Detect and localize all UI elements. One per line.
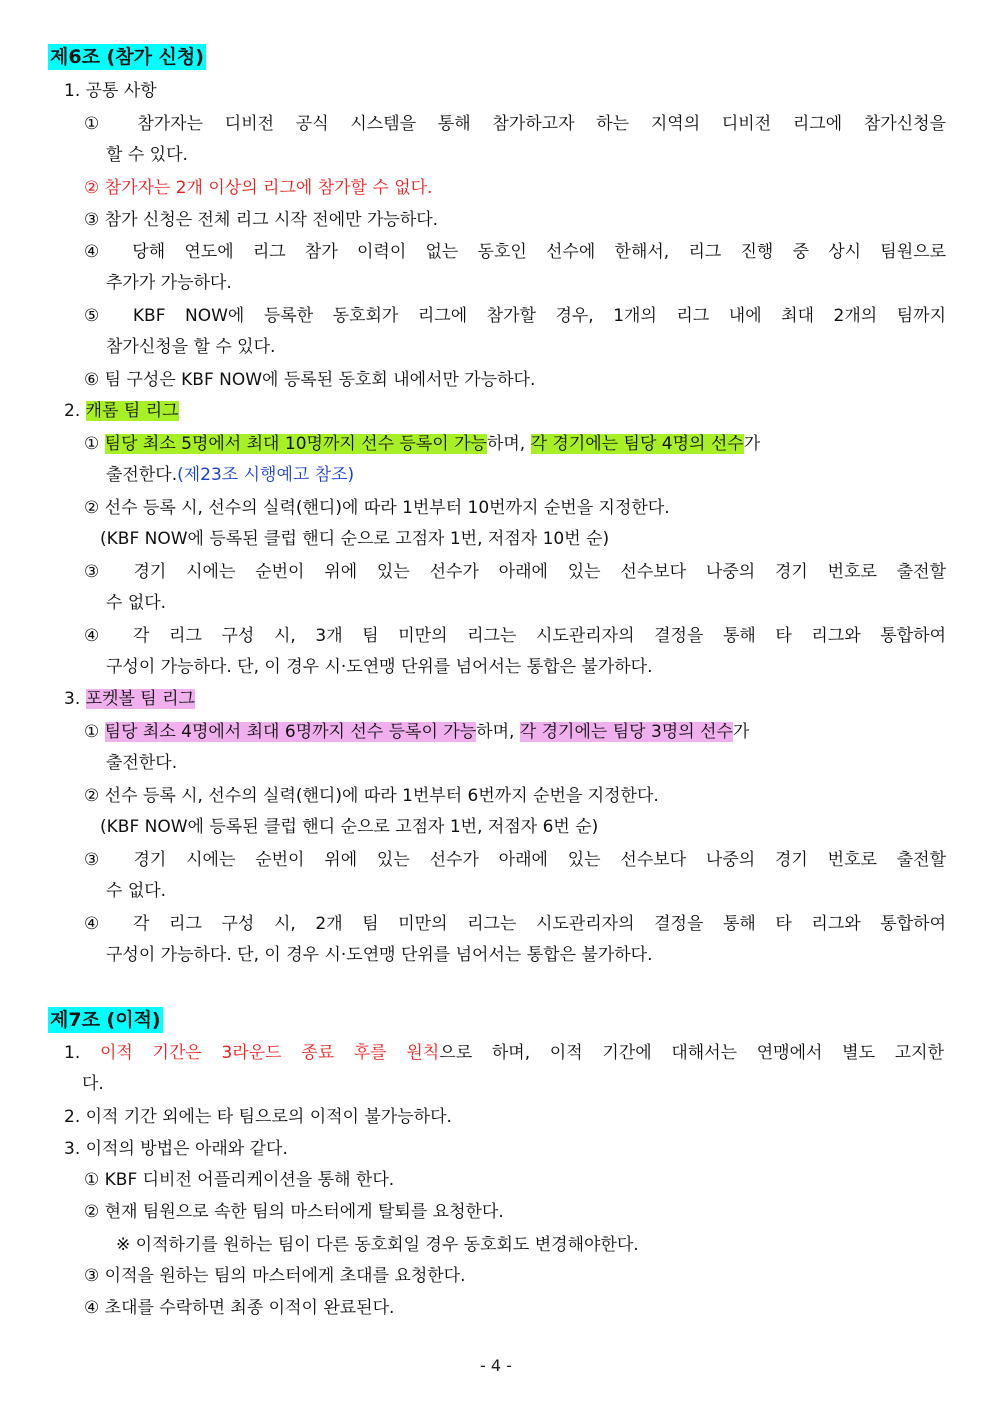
clause-2-4-line-1: ④ 각 리그 구성 시, 3개 팀 미만의 리그는 시도관리자의 결정을 통해 타 리그와 통합하여 (84, 626, 946, 646)
highlight-players-per-match: 각 경기에는 팀당 3명의 선수 (519, 722, 733, 742)
clause-1-5-line-2: 참가신청을 할 수 있다. (106, 337, 276, 357)
clause-3-1-line-2: 출전한다. (106, 753, 178, 773)
highlight-roster-size: 팀당 최소 5명에서 최대 10명까지 선수 등록이 가능 (104, 434, 487, 454)
clause-2-3-line-2: 수 없다. (106, 593, 167, 613)
transfer-step-4: ④ 초대를 수락하면 최종 이적이 완료된다. (84, 1298, 395, 1318)
transfer-period-rest: 으로 하며, 이적 기간에 대해서는 연맹에서 별도 고지한 (439, 1043, 944, 1063)
clause-2-1-line-1 (84, 428, 946, 460)
section-1-label: 1. 공통 사항 (64, 81, 157, 101)
section-2-label (64, 398, 179, 424)
clause-number: ① (84, 434, 100, 454)
clause-2-1-line-2 (106, 462, 354, 488)
clause-3-4-line-1: ④ 각 리그 구성 시, 2개 팀 미만의 리그는 시도관리자의 결정을 통해 타 리그와 통합하여 (84, 914, 946, 934)
highlight-roster-size: 팀당 최소 4명에서 최대 6명까지 선수 등록이 가능 (104, 722, 477, 742)
section-2-title: 캐롬 팀 리그 (85, 401, 179, 421)
transfer-step-1: ① KBF 디비전 어플리케이션을 통해 한다. (84, 1170, 395, 1190)
transfer-step-2-note: ※ 이적하기를 원하는 팀이 다른 동호회일 경우 동호회도 변경해야한다. (116, 1235, 639, 1255)
section-3-title: 포켓볼 팀 리그 (85, 689, 195, 709)
tail-text: 가 (743, 434, 761, 454)
section-3-label (64, 686, 195, 712)
tail-text: 가 (732, 722, 750, 742)
transfer-step-2: ② 현재 팀원으로 속한 팀의 마스터에게 탈퇴를 요청한다. (84, 1202, 504, 1222)
clause-3-2: ② 선수 등록 시, 선수의 실력(핸디)에 따라 1번부터 6번까지 순번을 지정한다. (84, 786, 659, 806)
clause-number: ① (84, 722, 100, 742)
transfer-clause-1-line-1 (64, 1040, 944, 1066)
clause-1-6: ⑥ 팀 구성은 KBF NOW에 등록된 동호회 내에서만 가능하다. (84, 370, 536, 390)
clause-1-4-line-2: 추가가 가능하다. (106, 273, 232, 293)
clause-2-3-line-1: ③ 경기 시에는 순번이 위에 있는 선수가 아래에 있는 선수보다 나중의 경기 번호로 출전할 (84, 562, 946, 582)
clause-number: 1. (64, 1043, 81, 1063)
line-text: 출전한다. (106, 465, 178, 485)
transfer-clause-2: 2. 이적 기간 외에는 타 팀으로의 이적이 불가능하다. (64, 1107, 452, 1127)
reference-note: (제23조 시행예고 참조) (177, 465, 355, 485)
section-2-number: 2. (64, 401, 81, 421)
clause-1-2: ② 참가자는 2개 이상의 리그에 참가할 수 없다. (84, 178, 433, 198)
transfer-clause-1-line-2: 다. (82, 1074, 104, 1094)
clause-3-4-line-2: 구성이 가능하다. 단, 이 경우 시·도연맹 단위를 넘어서는 통합은 불가하다. (106, 945, 653, 965)
clause-1-4-line-1: ④ 당해 연도에 리그 참가 이력이 없는 동호인 선수에 한해서, 리그 진행 중 상시 팀원으로 (84, 242, 946, 262)
page-number: - 4 - (480, 1356, 512, 1375)
clause-2-4-line-2: 구성이 가능하다. 단, 이 경우 시·도연맹 단위를 넘어서는 통합은 불가하다. (106, 657, 653, 677)
transfer-step-3: ③ 이적을 원하는 팀의 마스터에게 초대를 요청한다. (84, 1266, 466, 1286)
clause-3-1-line-1 (84, 716, 946, 748)
transfer-clause-3: 3. 이적의 방법은 아래와 같다. (64, 1139, 288, 1159)
clause-2-2: ② 선수 등록 시, 선수의 실력(핸디)에 따라 1번부터 10번까지 순번을 지정한다. (84, 498, 670, 518)
clause-3-2-note: (KBF NOW에 등록된 클럽 핸디 순으로 고점자 1번, 저점자 6번 순) (100, 817, 599, 837)
article-7-heading: 제7조 (이적) (50, 1009, 161, 1031)
section-3-number: 3. (64, 689, 81, 709)
clause-3-3-line-1: ③ 경기 시에는 순번이 위에 있는 선수가 아래에 있는 선수보다 나중의 경기 번호로 출전할 (84, 850, 946, 870)
clause-1-1-line-2: 할 수 있다. (106, 145, 188, 165)
article-6-heading: 제6조 (참가 신청) (50, 46, 204, 68)
highlight-players-per-match: 각 경기에는 팀당 4명의 선수 (530, 434, 744, 454)
transfer-period-rule: 이적 기간은 3라운드 종료 후를 원칙 (99, 1043, 440, 1063)
clause-2-2-note: (KBF NOW에 등록된 클럽 핸디 순으로 고점자 1번, 저점자 10번 순) (100, 529, 610, 549)
clause-1-3: ③ 참가 신청은 전체 리그 시작 전에만 가능하다. (84, 210, 439, 230)
connector-text: 하며, (486, 434, 526, 454)
clause-1-1-line-1: ① 참가자는 디비전 공식 시스템을 통해 참가하고자 하는 지역의 디비전 리그에 참가신청을 (84, 114, 946, 134)
clause-1-5-line-1: ⑤ KBF NOW에 등록한 동호회가 리그에 참가할 경우, 1개의 리그 내에 최대 2개의 팀까지 (84, 306, 946, 326)
connector-text: 하며, (476, 722, 515, 742)
clause-3-3-line-2: 수 없다. (106, 881, 167, 901)
